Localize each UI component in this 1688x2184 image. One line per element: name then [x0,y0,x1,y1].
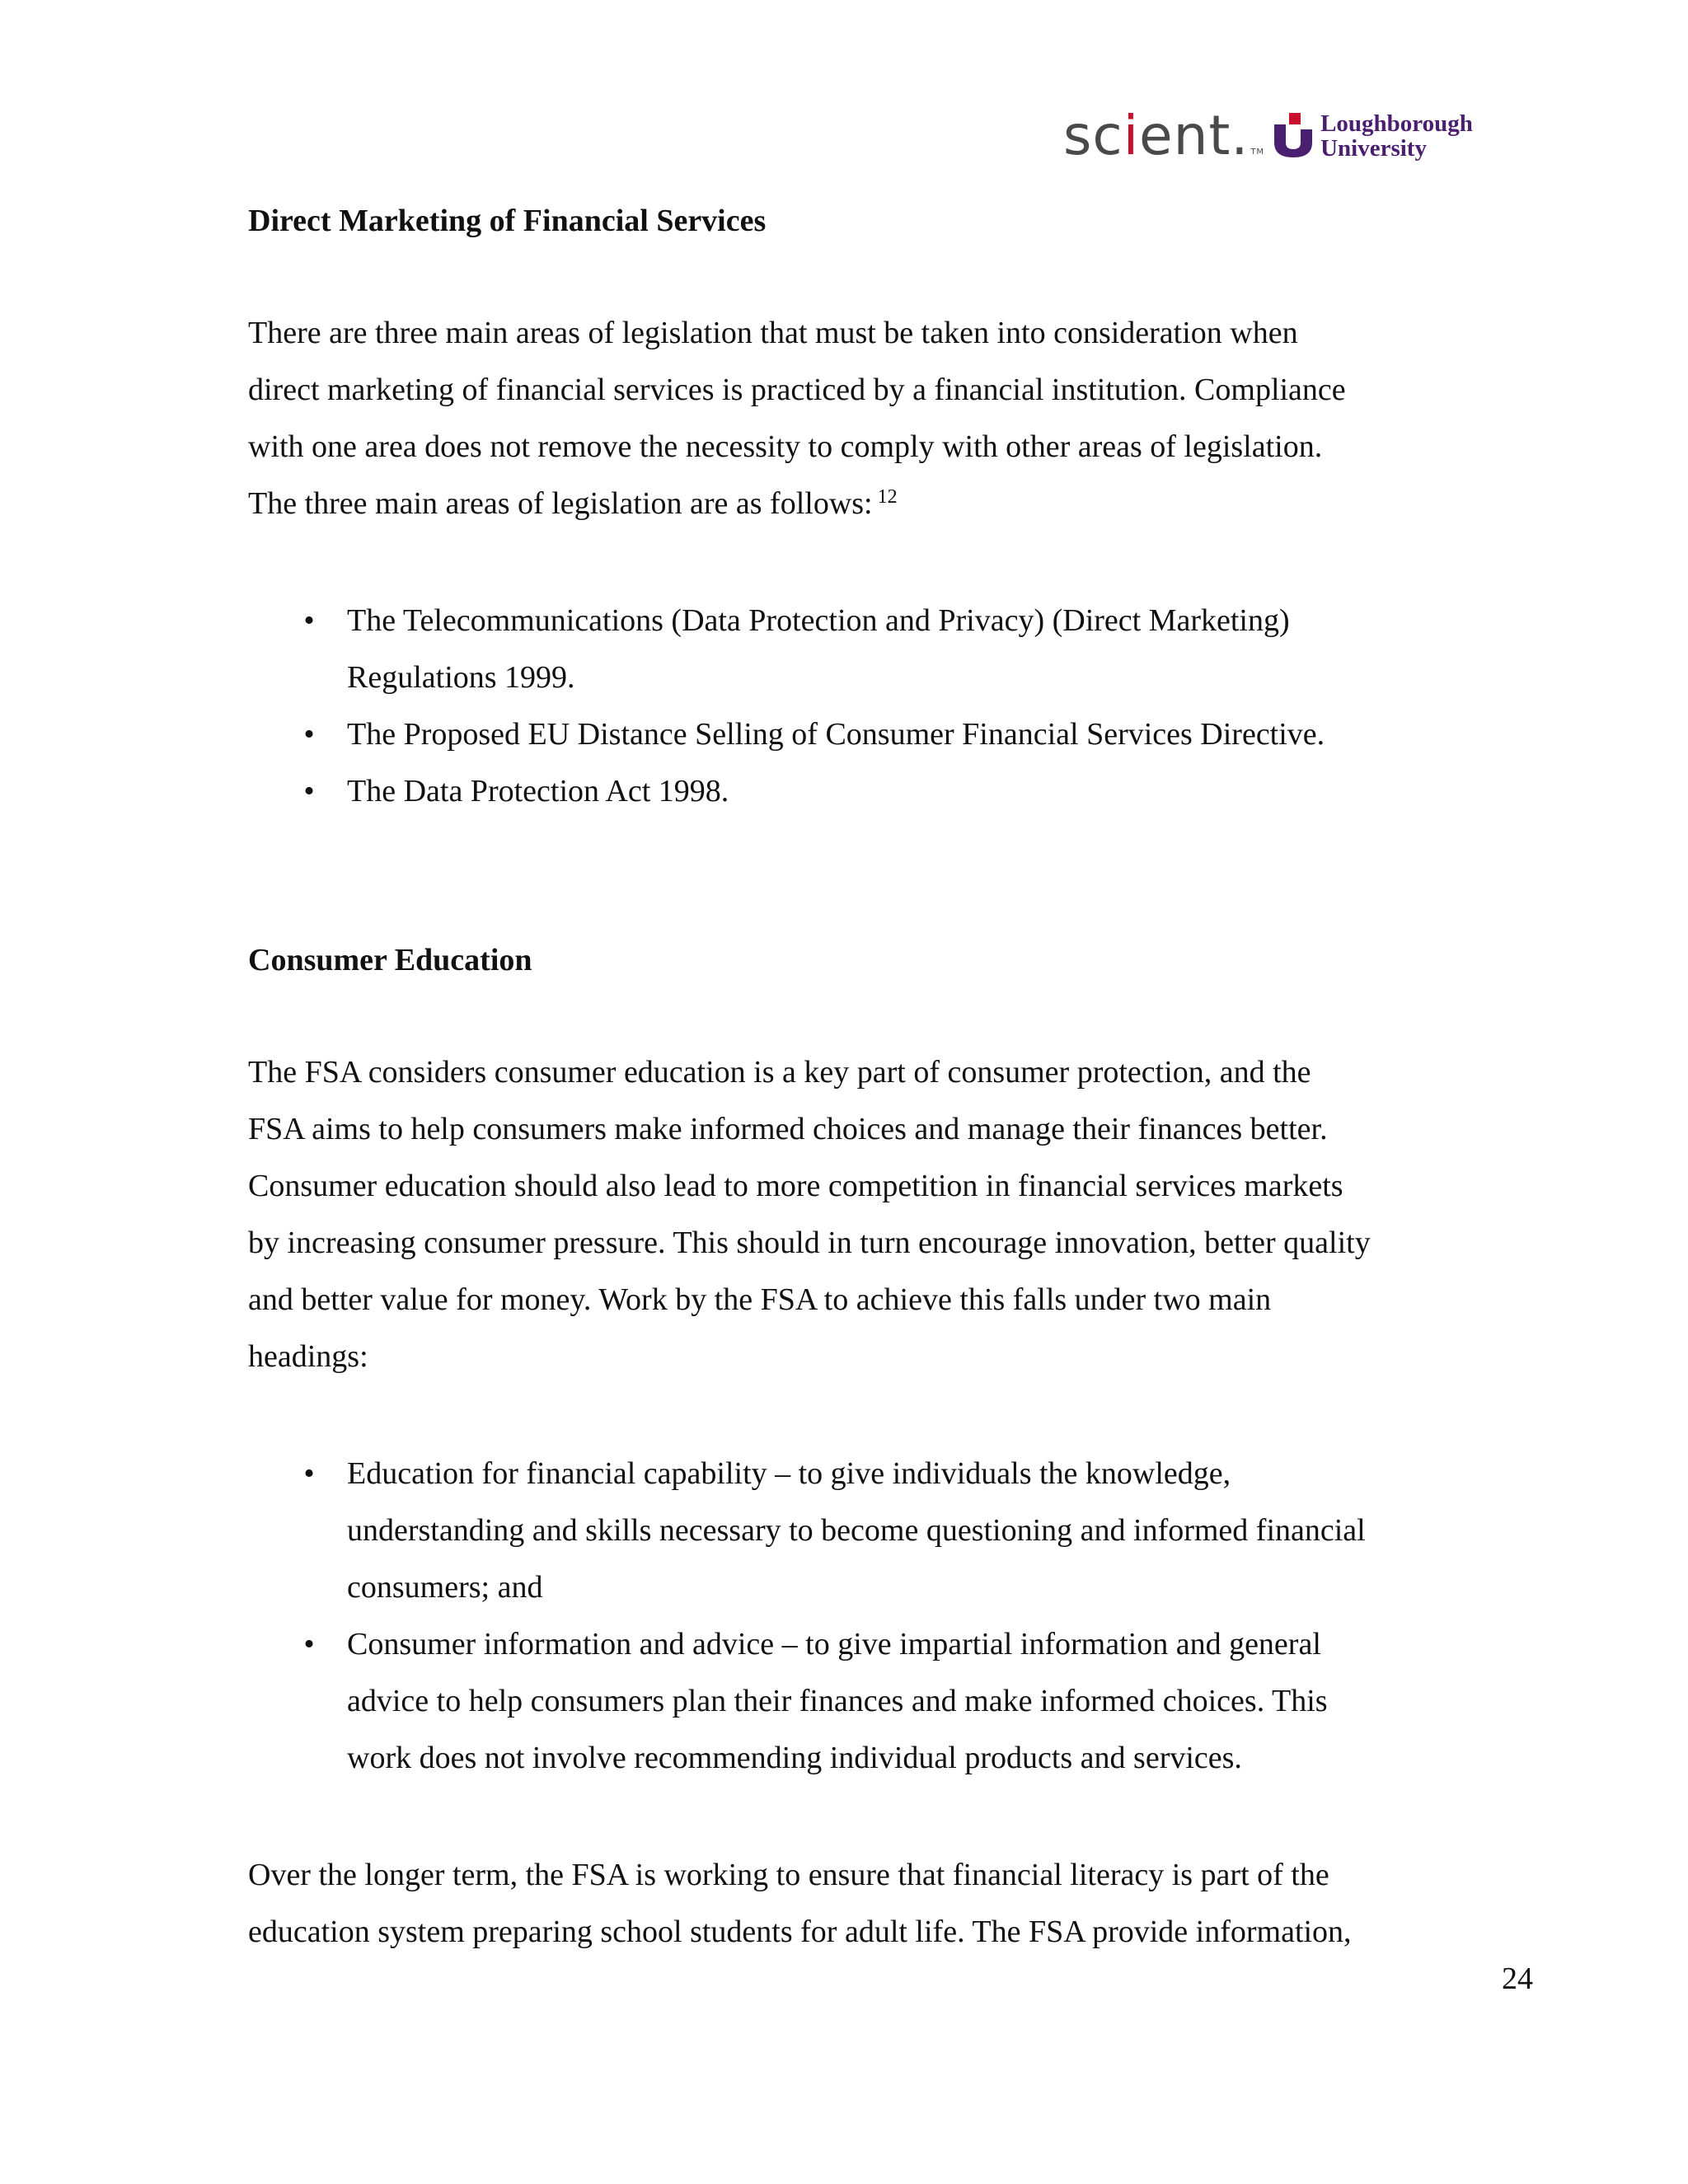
list-item [248,706,1460,763]
list-item-line: advice to help consumers plan their finances and make informed choices. This [347,1684,1328,1718]
paragraph-line: There are three main areas of legislation that must be taken into consideration when [248,316,1298,350]
main-content [248,193,1460,1961]
section2-closing-paragraph [248,1847,1460,1961]
scient-logo-tm: TM [1250,148,1265,157]
bullet-icon: • [303,774,315,808]
section-heading-direct-marketing: Direct Marketing of Financial Services [248,204,767,238]
list-item-line: The Telecommunications (Data Protection and Privacy) (Direct Marketing) [347,603,1290,638]
paragraph-line [248,476,1460,532]
list-item-line: Regulations 1999. [347,660,575,695]
paragraph-line-text: The three main areas of legislation are as follows: [248,486,873,521]
footnote-reference: 12 [877,486,898,508]
loughborough-wordmark [1320,111,1473,161]
paragraph-line: FSA aims to help consumers make informed choices and manage their finances better. [248,1112,1328,1146]
paragraph-line: with one area does not remove the necessity to comply with other areas of legislation. [248,429,1323,464]
paragraph-line: Consumer education should also lead to more competition in financial services markets [248,1169,1343,1203]
paragraph-line: direct marketing of financial services is practiced by a financial institution. Compliance [248,373,1346,407]
list-item-line: The Proposed EU Distance Selling of Consumer Financial Services Directive. [347,717,1325,752]
loughborough-wordmark-line1: Loughborough [1320,110,1473,137]
paragraph-line: and better value for money. Work by the FSA to achieve this falls under two main [248,1282,1272,1317]
section2-paragraph [248,1044,1460,1385]
scient-logo-accent: i [1123,104,1140,167]
list-item-line: Consumer information and advice – to give impartial information and general [347,1627,1321,1661]
fsa-work-list [248,1446,1460,1787]
list-item [248,1616,1460,1787]
section1-paragraph [248,305,1460,532]
header-logos [1063,104,1473,167]
scient-logo-prefix: sc [1063,104,1123,167]
page-number: 24 [1502,1961,1533,1996]
bullet-icon: • [303,603,315,638]
list-item-line: Education for financial capability – to give individuals the knowledge, [347,1456,1231,1491]
loughborough-logo [1273,111,1473,161]
scient-logo-suffix: ent. [1139,104,1250,167]
bullet-icon: • [303,1627,315,1661]
loughborough-shield-icon [1273,113,1314,159]
bullet-icon: • [303,1456,315,1491]
loughborough-wordmark-line2: University [1320,135,1427,162]
legislation-list [248,593,1460,820]
list-item-line: The Data Protection Act 1998. [347,774,729,808]
list-item-line: consumers; and [347,1570,543,1605]
paragraph-line: education system preparing school students for adult life. The FSA provide information, [248,1915,1352,1949]
bullet-icon: • [303,717,315,752]
list-item-line: work does not involve recommending individual products and services. [347,1741,1242,1775]
list-item [248,1446,1460,1616]
paragraph-line: headings: [248,1339,368,1374]
list-item [248,593,1460,706]
scient-logo [1063,104,1265,167]
list-item [248,763,1460,820]
paragraph-line: by increasing consumer pressure. This should in turn encourage innovation, better quality [248,1226,1371,1260]
paragraph-line: Over the longer term, the FSA is working to ensure that financial literacy is part of the [248,1858,1329,1892]
list-item-line: understanding and skills necessary to become questioning and informed financial [347,1513,1366,1548]
paragraph-line: The FSA considers consumer education is a key part of consumer protection, and the [248,1055,1311,1090]
section-heading-consumer-education: Consumer Education [248,943,532,977]
